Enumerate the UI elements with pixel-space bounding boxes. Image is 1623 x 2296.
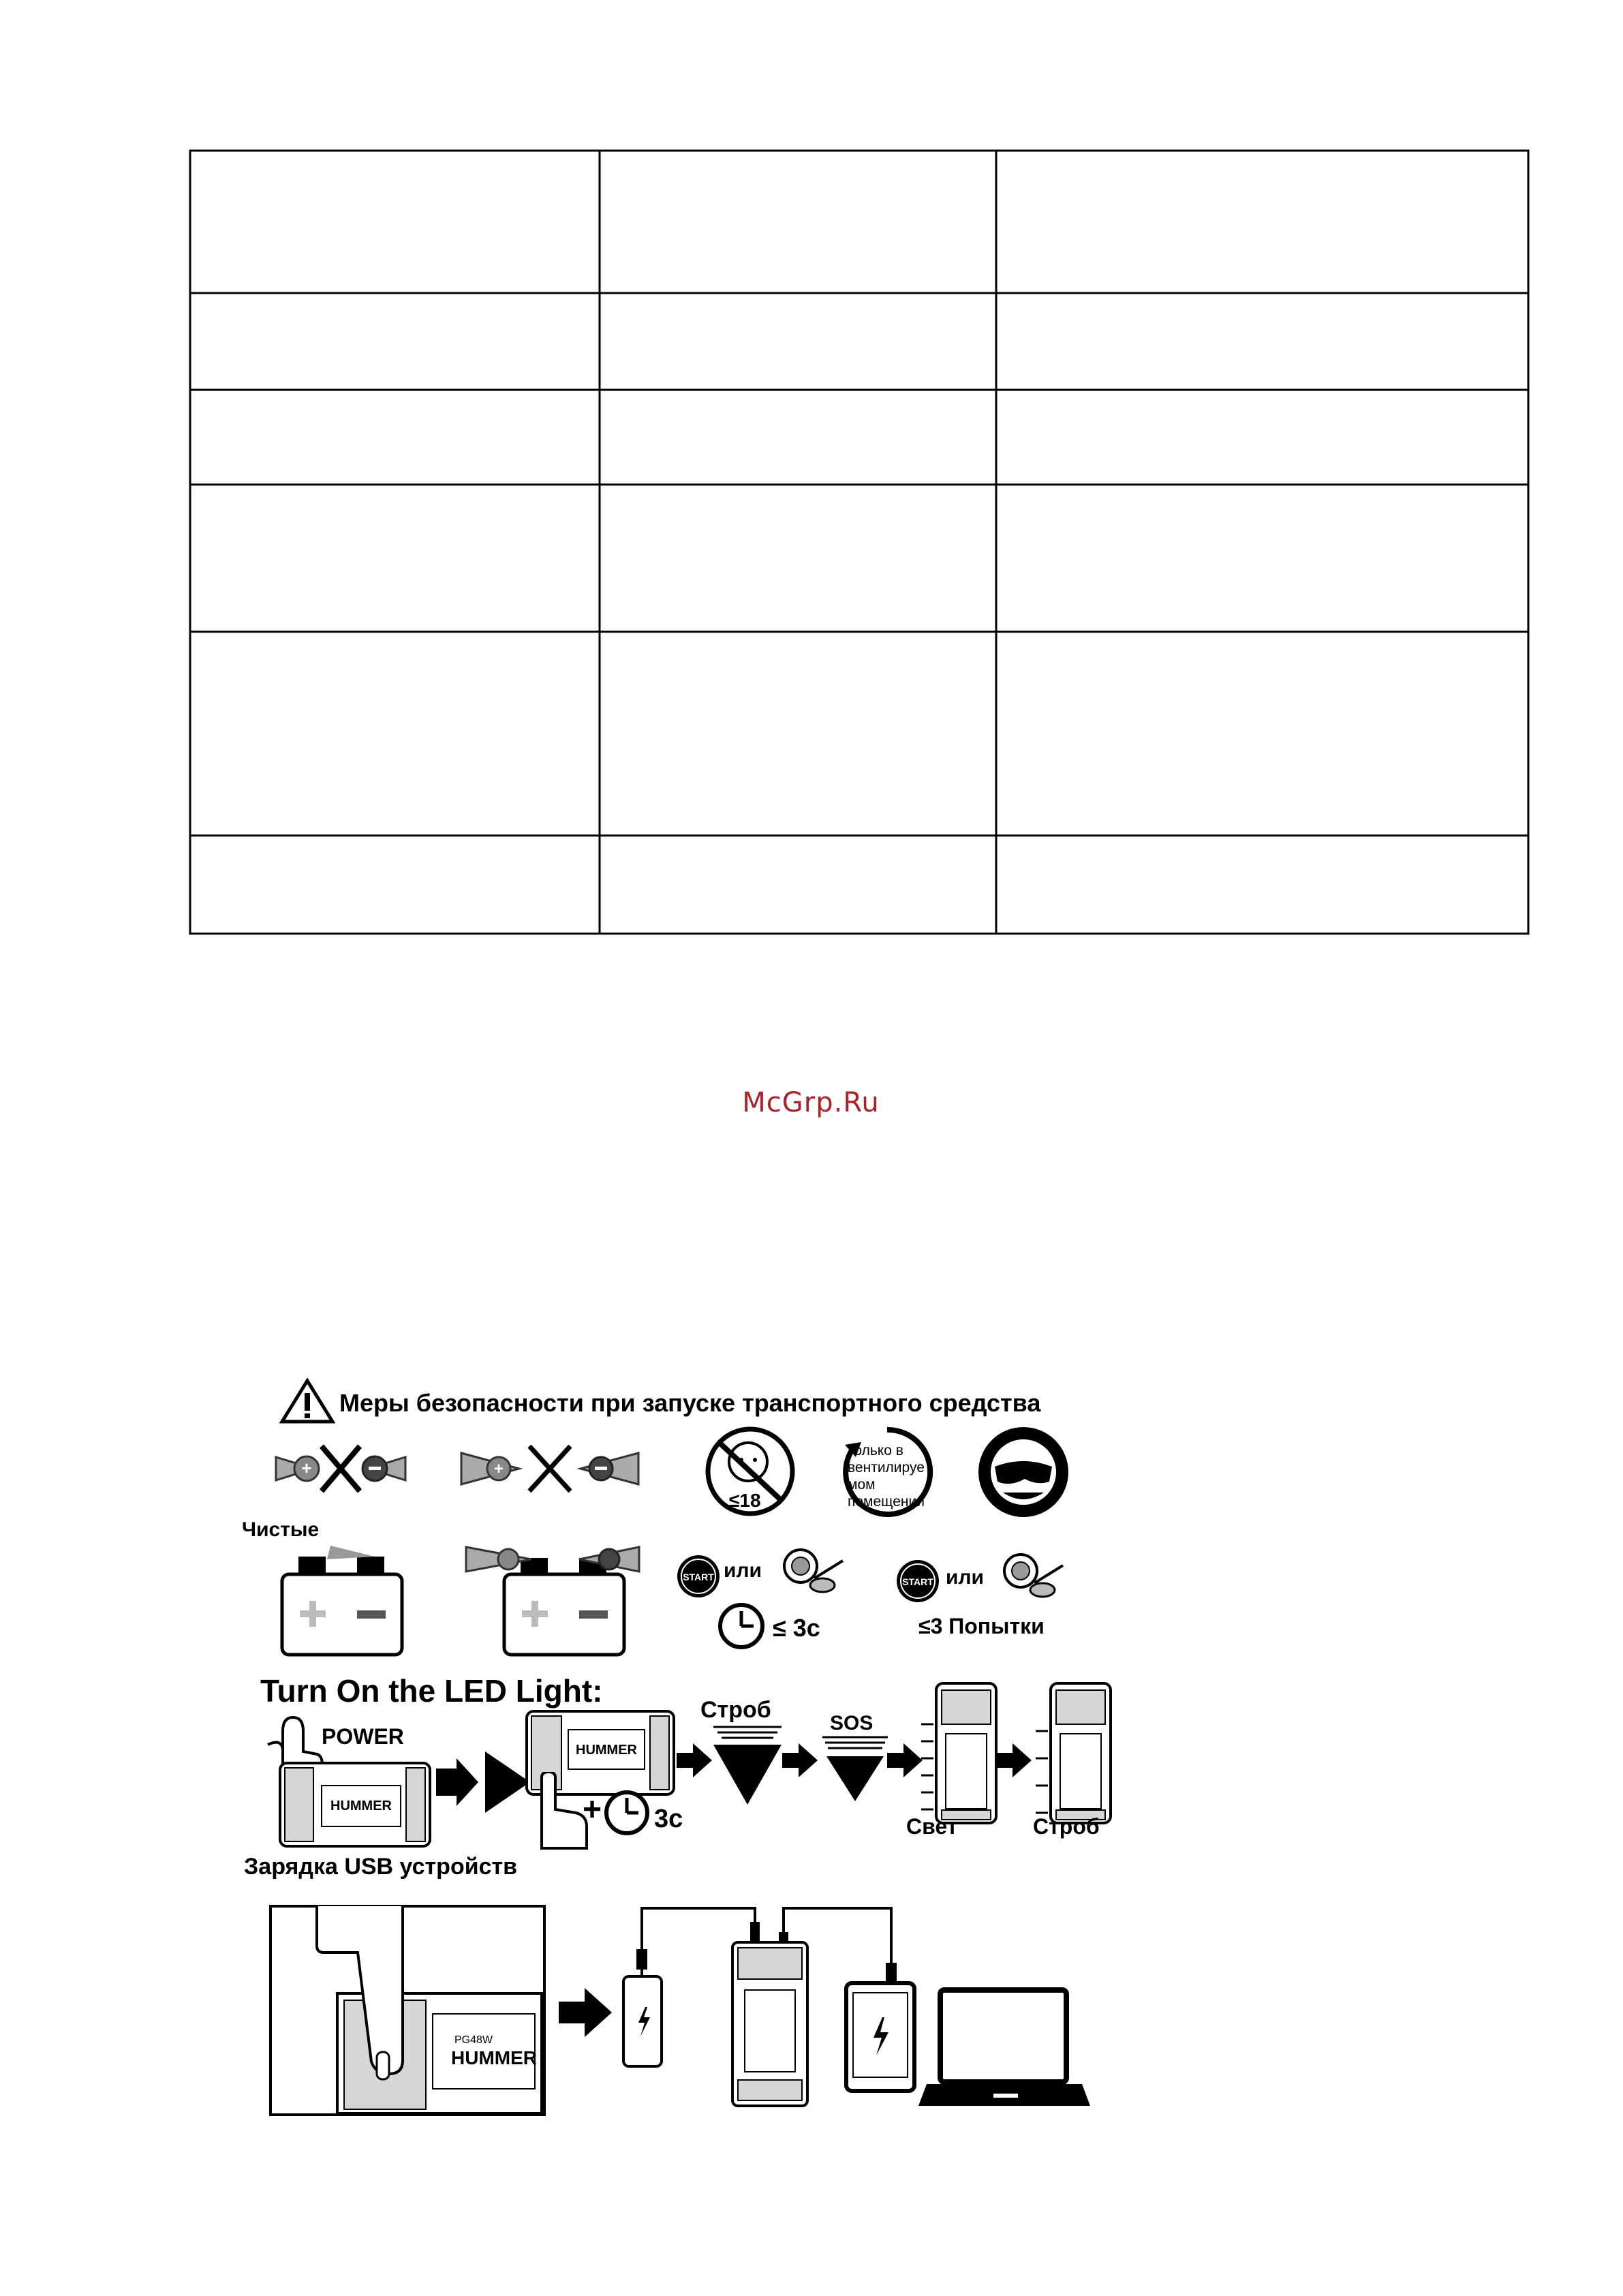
ignition-key-icon bbox=[780, 1546, 855, 1600]
plus-sign: + bbox=[583, 1792, 602, 1828]
battery-clamps-icon bbox=[463, 1533, 642, 1657]
strobe-label: Строб bbox=[700, 1697, 771, 1723]
finger-hold-icon bbox=[528, 1772, 589, 1850]
device-strobe-icon bbox=[1033, 1677, 1115, 1826]
svg-text:+: + bbox=[301, 1458, 312, 1478]
empty-table bbox=[0, 0, 1623, 954]
no-clamps-touch-icon bbox=[273, 1438, 409, 1499]
strobe-beam-icon bbox=[712, 1724, 783, 1806]
start-button-icon-2 bbox=[894, 1557, 942, 1605]
model-label: PG48W bbox=[454, 2034, 493, 2046]
usb-charging-diagram bbox=[613, 1901, 1104, 2119]
start-text-2: START bbox=[902, 1576, 933, 1587]
arrow-icon-3 bbox=[782, 1742, 819, 1779]
time-limit: ≤ 3c bbox=[773, 1614, 820, 1642]
clean-label: Чистые bbox=[242, 1518, 320, 1541]
eye-protection-icon bbox=[976, 1424, 1071, 1520]
hold-time: 3c bbox=[654, 1805, 683, 1833]
sos-beam-icon bbox=[821, 1734, 889, 1803]
sos-label: SOS bbox=[830, 1712, 874, 1734]
no-clamps-contact-icon bbox=[458, 1438, 642, 1499]
ignition-key-icon-2 bbox=[1000, 1550, 1075, 1605]
device-logo-1: HUMMER bbox=[330, 1798, 392, 1813]
battery-clean-icon bbox=[279, 1540, 405, 1657]
usb-heading: Зарядка USB устройств bbox=[244, 1854, 518, 1880]
device-light-on-icon bbox=[918, 1677, 1000, 1826]
start-button-icon bbox=[675, 1552, 722, 1600]
usb-button-closeup bbox=[269, 1905, 546, 2116]
jump-starter-device bbox=[278, 1761, 432, 1848]
watermark: McGrp.Ru bbox=[742, 1087, 880, 1118]
arrow-icon-6 bbox=[559, 1987, 613, 2038]
attempts-label: ≤3 Попытки bbox=[918, 1614, 1045, 1638]
or-label-2: или bbox=[946, 1566, 984, 1589]
safety-title: Меры безопасности при запуске транспортного средства bbox=[339, 1389, 1041, 1417]
led-heading: Turn On the LED Light: bbox=[260, 1673, 603, 1709]
age-label: ≤18 bbox=[729, 1490, 761, 1511]
clock-icon-2 bbox=[603, 1789, 651, 1837]
strobe-label-2: Строб bbox=[1033, 1814, 1100, 1839]
start-text: START bbox=[683, 1572, 714, 1582]
svg-text:+: + bbox=[493, 1460, 504, 1478]
warning-triangle-icon bbox=[279, 1378, 335, 1424]
arrow-icon-1 bbox=[436, 1751, 531, 1813]
arrow-icon-5 bbox=[996, 1742, 1033, 1779]
device-logo-2: HUMMER bbox=[576, 1743, 637, 1758]
closeup-logo: HUMMER bbox=[451, 2047, 537, 2068]
power-label: POWER bbox=[322, 1724, 404, 1749]
clock-icon bbox=[717, 1602, 766, 1651]
or-label-1: или bbox=[724, 1559, 762, 1582]
ventilated-text: только в вентилируе мом помещении bbox=[848, 1443, 925, 1510]
light-label: Свет bbox=[906, 1814, 958, 1839]
arrow-icon-2 bbox=[677, 1742, 713, 1779]
